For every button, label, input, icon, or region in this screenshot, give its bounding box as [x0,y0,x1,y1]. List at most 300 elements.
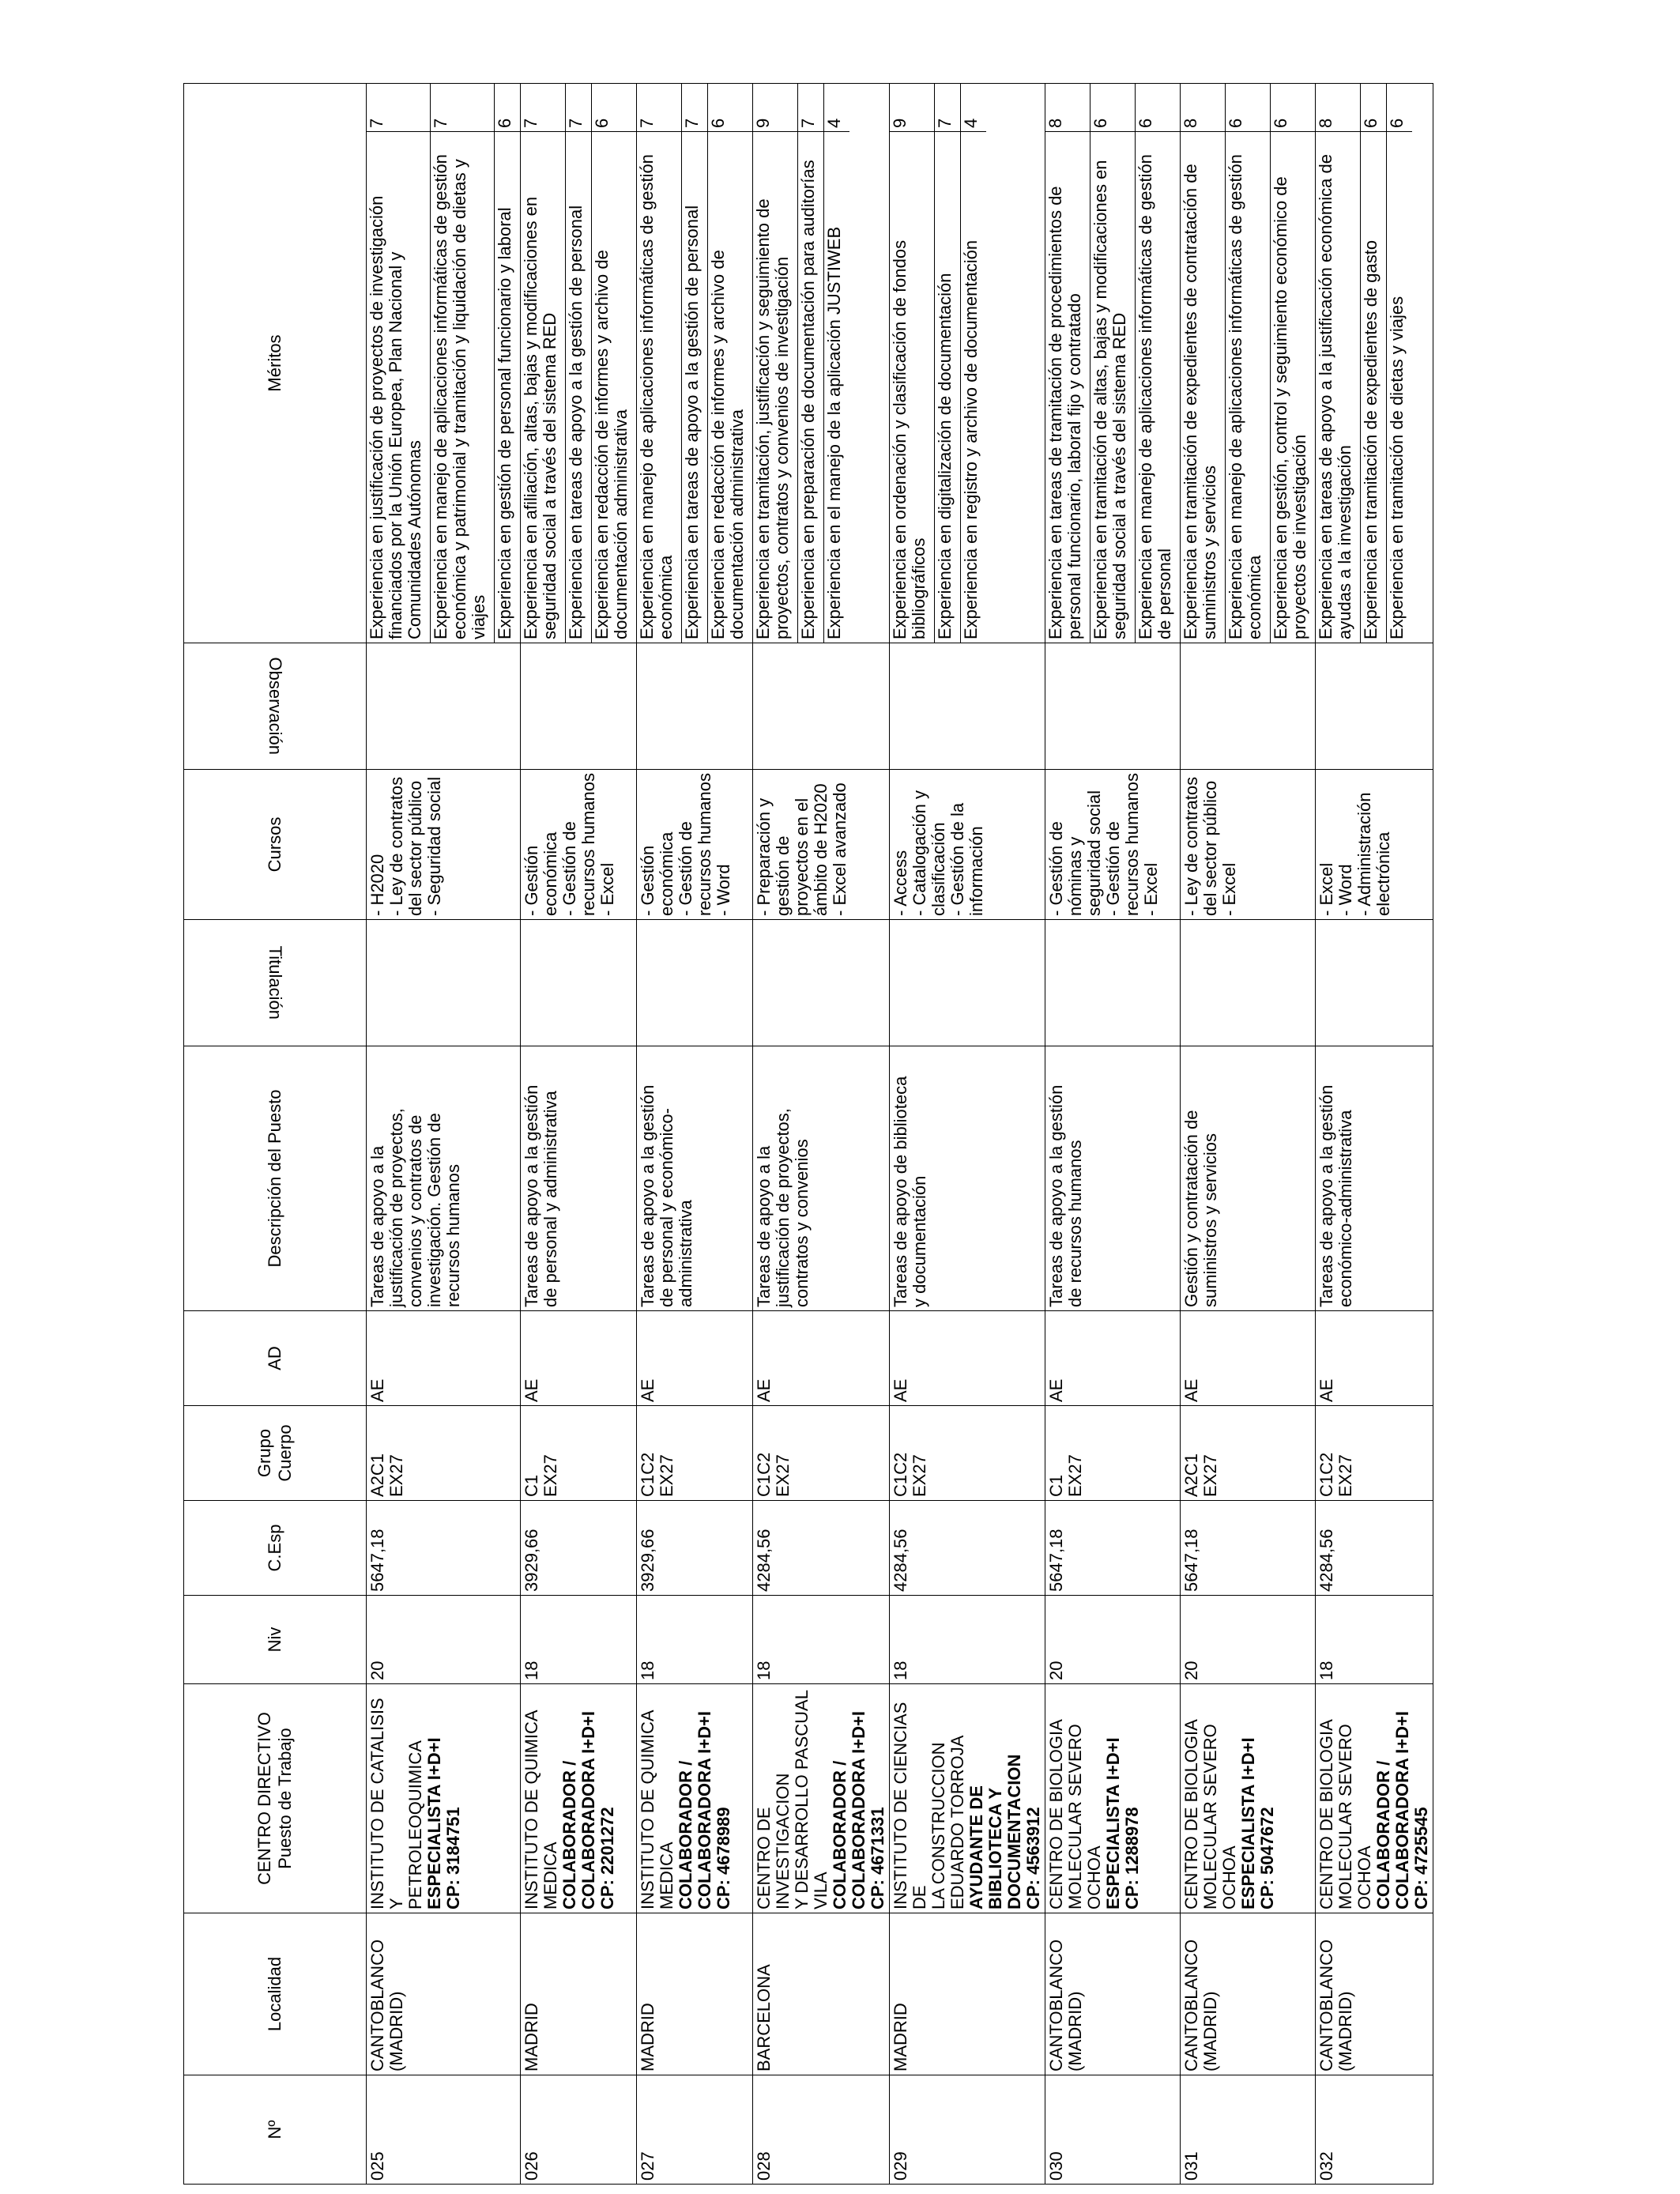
text-line: de personal [1155,548,1174,639]
cell-observacion [1045,643,1181,770]
text-line: Experiencia en preparación de documentación para auditorías [798,160,818,639]
text-line: CENTRO DE INVESTIGACION [754,1773,793,1909]
cell-localidad [1316,1913,1433,2075]
cell-cursos [753,770,890,920]
cell-cesp [367,1501,521,1596]
cell-meritos [1181,84,1316,643]
merito-text [1136,132,1181,643]
ad-value: AE [1181,1378,1201,1402]
merito-points: 9 [753,84,798,132]
merito-text [935,132,961,643]
cell-titulacion [890,920,1045,1046]
cell-descripcion [890,1046,1045,1311]
text-line: seguridad social [1084,790,1104,916]
table-row [1045,84,1181,2185]
cell-titulacion [1181,920,1316,1046]
text-line: electrónica [1373,831,1393,916]
text-line: Experiencia en manejo de aplicaciones informáticas de gestión [1136,154,1155,639]
text-line: seguridad social a través del sistema RED [1109,312,1129,639]
merito-text [1387,132,1413,643]
cp-code: CP: 5047672 [1257,1807,1277,1909]
cell-titulacion [1316,920,1433,1046]
text-line: personal funcionario, laboral fijo y contratado [1064,293,1084,639]
text-line: contratos y convenios [792,1139,812,1307]
text-line: DOCUMENTACION [1004,1754,1024,1909]
text-line: AYUDANTE DE BIBLIOTECA Y [966,1785,1005,1909]
text-line: - Excel [1219,862,1239,916]
cell-centro [637,1684,753,1913]
text-line: INSTITUTO DE QUIMICA [522,1710,541,1909]
cell-localidad [637,1913,753,2075]
text-line: INSTITUTO DE CIENCIAS DE [891,1702,929,1909]
merito-points: 6 [1090,84,1136,132]
text-line: MADRID [522,2003,541,2071]
merito-text [1361,132,1387,643]
text-line: documentación administrativa [727,409,747,639]
cell-observacion [637,643,753,770]
merito-points: 6 [1226,84,1271,132]
merito-item [1361,84,1387,643]
text-line: C1C2 [638,1452,657,1497]
text-line: (MADRID) [1065,1991,1085,2071]
header-cesp: C.Esp [184,1501,367,1596]
table-row [367,84,521,2185]
table-row [1181,84,1316,2185]
text-line: investigación. Gestión de [424,1113,444,1307]
text-line: del sector público [405,780,425,916]
text-line: ayudas a la investigación [1335,445,1354,639]
merito-points: 6 [1271,84,1316,132]
cp-code: CP: 4671331 [868,1807,887,1909]
cell-meritos [1045,84,1181,643]
cesp-value: 4284,56 [1317,1529,1336,1592]
text-line: suministros y servicios [1200,1133,1220,1307]
niv-value: 18 [754,1661,774,1680]
header-row [184,84,367,2185]
cell-grupo [637,1406,753,1501]
cell-grupo [753,1406,890,1501]
merito-item [566,84,592,643]
cesp-value: 4284,56 [754,1529,774,1592]
merito-points: 6 [592,84,637,132]
merito-text [708,132,753,643]
cp-code: CP: 4563912 [1023,1807,1043,1909]
text-line: de personal y administrativa [541,1091,560,1307]
text-line: Tareas de apoyo a la [754,1145,774,1307]
cell-niv [890,1596,1045,1684]
text-line: información [966,826,986,916]
merito-text [637,132,682,643]
text-line: CANTOBLANCO [367,1939,387,2071]
header-cursos: Cursos [184,770,367,920]
text-line: proyectos de investigación [1290,434,1309,639]
cell-descripcion [1316,1046,1433,1311]
merito-text [1045,132,1090,643]
cell-observacion [1316,643,1433,770]
cell-ad [521,1311,637,1406]
cell-cesp [1181,1501,1316,1596]
cell-cursos [367,770,521,920]
text-line: Experiencia en redacción de informes y archivo de [592,250,612,639]
text-line: Tareas de apoyo a la gestión [522,1084,541,1307]
text-line: - Excel [597,862,617,916]
text-line: convenios y contratos de [405,1114,425,1307]
merito-text [521,132,566,643]
text-line: - Gestión de [1103,821,1123,916]
cell-num [890,2075,1045,2185]
table-row [753,84,890,2185]
cell-localidad [1045,1913,1181,2075]
merito-points: 7 [521,84,566,132]
text-line: MOLECULAR SEVERO OCHOA [1065,1724,1104,1909]
cell-num [637,2075,753,2185]
row-number: 026 [522,2151,541,2181]
text-line: Experiencia en tramitación de expedientes de gasto [1361,239,1381,639]
merito-points: 4 [824,84,850,132]
niv-value: 20 [1181,1661,1201,1680]
meritos-list [1045,84,1180,643]
text-line: económica [656,555,676,639]
text-line: Experiencia en tramitación de expedientes de contratación de [1181,164,1200,639]
merito-text [431,132,495,643]
cell-num [1045,2075,1181,2185]
text-line: EX27 [1200,1454,1220,1497]
merito-text [753,132,798,643]
text-line: económica [541,831,560,916]
cell-meritos [890,84,1045,643]
cell-grupo [890,1406,1045,1501]
cell-cursos [1181,770,1316,920]
text-line: C1C2 [754,1452,774,1497]
cell-niv [637,1596,753,1684]
text-line: - Gestión de [1046,821,1066,916]
text-line: - Excel [1141,862,1161,916]
meritos-list [637,84,752,643]
merito-item [431,84,495,643]
cp-code: CP: 1288978 [1122,1807,1142,1909]
merito-text [1271,132,1316,643]
merito-text [592,132,637,643]
text-line: financiados por la Unión Europea, Plan Nacional y [386,251,405,639]
text-line: COLABORADOR / [559,1760,579,1909]
cesp-value: 5647,18 [367,1529,387,1592]
cell-ad [367,1311,521,1406]
text-line: suministros y servicios [1200,465,1219,639]
text-line: COLABORADORA I+D+I [849,1711,868,1909]
text-line: documentación administrativa [611,409,631,639]
merito-item [592,84,637,643]
ad-value: AE [367,1378,387,1402]
cell-ad [1045,1311,1181,1406]
cell-cesp [890,1501,1045,1596]
merito-item [1387,84,1413,643]
cell-meritos [1316,84,1433,643]
merito-item [1226,84,1271,643]
text-line: - Ley de contratos [386,776,406,916]
merito-points: 7 [798,84,824,132]
merito-item [682,84,708,643]
text-line: ámbito de H2020 [811,783,831,916]
cesp-value: 3929,66 [522,1529,541,1592]
text-line: EX27 [910,1454,929,1497]
vacancies-table [183,83,1433,2185]
cell-grupo [1181,1406,1316,1501]
text-line: C1 [522,1474,541,1497]
cell-meritos [521,84,637,643]
text-line: recursos humanos [443,1164,463,1307]
text-line: - Administración [1354,792,1374,916]
text-line: - Gestión de [559,821,579,916]
niv-value: 18 [522,1661,541,1680]
merito-item [824,84,850,643]
text-line: MADRID [891,2003,910,2071]
text-line: ESPECIALISTA I+D+I [1238,1737,1258,1909]
cell-grupo [521,1406,637,1501]
text-line: INSTITUTO DE CATALISIS Y [367,1698,406,1909]
cell-num [753,2075,890,2185]
text-line: CENTRO DE BIOLOGIA [1181,1719,1201,1909]
cell-grupo [1045,1406,1181,1501]
text-line: A2C1 [1181,1453,1201,1497]
cesp-value: 5647,18 [1181,1529,1201,1592]
merito-item [637,84,682,643]
table-row [521,84,637,2185]
meritos-list [1316,84,1412,643]
cell-descripcion [753,1046,890,1311]
text-line: Experiencia en afiliación, altas, bajas y modificaciones en [521,196,541,639]
text-line: Experiencia en registro y archivo de documentación [961,239,981,639]
row-number: 032 [1317,2151,1336,2181]
cp-code: CP: 4725545 [1411,1807,1431,1909]
text-line: del sector público [1200,780,1220,916]
text-line: ESPECIALISTA I+D+I [424,1737,444,1909]
merito-text [824,132,850,643]
text-line: Tareas de apoyo a la [367,1145,387,1307]
text-line: CANTOBLANCO [1046,1939,1066,2071]
text-line: - Gestión de [676,821,695,916]
cell-cesp [1316,1501,1433,1596]
text-line: Experiencia en tareas de apoyo a la gestión de personal [682,205,702,639]
text-line: CENTRO DE BIOLOGIA [1046,1719,1066,1909]
cell-descripcion [1181,1046,1316,1311]
text-line: - Access [891,850,910,916]
merito-item [1090,84,1136,643]
header-grupo: Grupo Cuerpo [184,1406,367,1501]
cell-observacion [1181,643,1316,770]
text-line: Experiencia en digitalización de documentación [935,273,955,639]
cell-ad [753,1311,890,1406]
text-line: A2C1 [367,1453,387,1497]
row-number: 031 [1181,2151,1201,2181]
cesp-value: 4284,56 [891,1529,910,1592]
merito-points: 8 [1316,84,1361,132]
text-line: Experiencia en tareas de apoyo a la gestión de personal [566,205,586,639]
cell-grupo [367,1406,521,1501]
cell-descripcion [367,1046,521,1311]
text-line: Experiencia en tareas de tramitación de procedimientos de [1045,186,1065,639]
ad-value: AE [638,1378,657,1402]
cell-num [1181,2075,1316,2185]
text-line: económica [1245,555,1264,639]
text-line: Experiencia en gestión, control y seguimiento económico de [1271,176,1290,639]
text-line: Experiencia en tramitación de dietas y viajes [1387,296,1407,639]
cesp-value: 5647,18 [1046,1529,1066,1592]
text-line: recursos humanos [1122,773,1142,916]
header-centro: CENTRO DIRECTIVO Puesto de Trabajo [184,1684,367,1913]
table-row [890,84,1045,2185]
cell-meritos [367,84,521,643]
merito-text [566,132,592,643]
text-line: - Seguridad social [424,776,444,916]
text-line: COLABORADORA I+D+I [578,1711,598,1909]
text-line: C1 [1046,1474,1066,1497]
merito-item [1045,84,1090,643]
ad-value: AE [754,1378,774,1402]
text-line: Experiencia en justificación de proyectos de investigación [367,195,386,639]
text-line: MEDICA [541,1842,560,1909]
cell-cesp [521,1501,637,1596]
merito-text [682,132,708,643]
text-line: justificación de proyectos, [773,1108,793,1307]
cell-meritos [753,84,890,643]
text-line: BARCELONA [754,1964,774,2071]
text-line: COLABORADOR / [830,1760,849,1909]
text-line: bibliográficos [909,537,929,639]
table-body [367,84,1433,2185]
cell-ad [1316,1311,1433,1406]
text-line: COLABORADOR / [1373,1760,1393,1909]
text-line: Y DESARROLLO PASCUAL [792,1690,812,1909]
text-line: económico-administrativa [1335,1110,1355,1307]
text-line: Experiencia en el manejo de la aplicación JUSTIWEB [824,226,844,639]
text-line: recursos humanos [695,773,714,916]
text-line: (MADRID) [386,1991,406,2071]
text-line: de recursos humanos [1065,1140,1085,1307]
text-line: Experiencia en tramitación, justificación y seguimiento de [753,198,773,639]
merito-points: 7 [935,84,961,132]
header-localidad: Localidad [184,1913,367,2075]
text-line: de personal y económico- [657,1108,676,1307]
text-line: C1C2 [891,1452,910,1497]
text-line: - Gestión de la [947,802,967,916]
text-line: C1C2 [1317,1452,1336,1497]
text-line: económica [657,831,676,916]
text-line: (MADRID) [1200,1991,1220,2071]
text-line: - H2020 [367,854,387,916]
cell-num [1316,2075,1433,2185]
merito-item [798,84,824,643]
merito-points: 6 [708,84,753,132]
text-line: COLABORADOR / [676,1760,695,1909]
row-number: 027 [638,2151,657,2181]
cell-titulacion [637,920,753,1046]
text-line: MOLECULAR SEVERO OCHOA [1200,1724,1239,1909]
text-line: MOLECULAR SEVERO OCHOA [1335,1724,1374,1909]
merito-points: 7 [682,84,708,132]
merito-points: 7 [367,84,431,132]
text-line: económica y patrimonial y tramitación y liquidación de dietas y [450,159,469,639]
text-line: EX27 [773,1454,793,1497]
merito-item [961,84,987,643]
merito-points: 7 [566,84,592,132]
text-line: MEDICA [657,1842,676,1909]
merito-points: 4 [961,84,987,132]
text-line: - Excel avanzado [830,782,849,916]
cell-localidad [367,1913,521,2075]
text-line: EX27 [386,1454,406,1497]
cell-grupo [1316,1406,1433,1501]
cell-niv [1316,1596,1433,1684]
ad-value: AE [522,1378,541,1402]
merito-text [1090,132,1136,643]
text-line: - Word [1335,864,1355,916]
text-line: Tareas de apoyo de biblioteca [891,1076,910,1307]
row-number: 025 [367,2151,387,2181]
text-line: LA CONSTRUCCION [929,1742,948,1909]
meritos-list [1181,84,1315,643]
cell-niv [753,1596,890,1684]
niv-value: 18 [638,1661,657,1680]
text-line: Experiencia en manejo de aplicaciones informáticas de gestión [1226,154,1245,639]
text-line: (MADRID) [1335,1991,1355,2071]
cell-titulacion [367,920,521,1046]
cp-code: CP: 4678989 [714,1807,733,1909]
merito-item [367,84,431,643]
header-descripcion: Descripción del Puesto [184,1046,367,1311]
cell-centro [1316,1684,1433,1913]
text-line: proyectos, contratos y convenios de investigación [772,256,792,639]
cell-titulacion [521,920,637,1046]
ad-value: AE [1046,1378,1066,1402]
niv-value: 20 [367,1661,387,1680]
text-line: - Preparación y [754,797,774,916]
text-line: Experiencia en manejo de aplicaciones informáticas de gestión [637,154,657,639]
text-line: clasificación [929,822,948,916]
text-line: CENTRO DE BIOLOGIA [1317,1719,1336,1909]
text-line: Experiencia en gestión de personal funcionario y laboral [495,207,514,639]
merito-item [1136,84,1181,643]
merito-text [1226,132,1271,643]
text-line: Tareas de apoyo a la gestión [638,1084,657,1307]
text-line: proyectos en el [792,797,812,916]
cell-cursos [890,770,1045,920]
merito-text [798,132,824,643]
text-line: - Excel [1317,862,1336,916]
cell-cesp [753,1501,890,1596]
cell-cursos [521,770,637,920]
cell-observacion [367,643,521,770]
cell-localidad [1181,1913,1316,2075]
ad-value: AE [1317,1378,1336,1402]
text-line: EX27 [657,1454,676,1497]
cell-centro [753,1684,890,1913]
merito-text [1181,132,1226,643]
merito-item [495,84,521,643]
cell-niv [1045,1596,1181,1684]
cell-observacion [890,643,1045,770]
text-line: Gestión y contratación de [1181,1110,1201,1307]
text-line: gestión de [773,835,793,916]
header-meritos: Méritos [184,84,367,643]
merito-item [935,84,961,643]
text-line: - Catalogación y [910,790,929,916]
cell-centro [1045,1684,1181,1913]
text-line: EDUARDO TORROJA [947,1735,967,1909]
cell-ad [890,1311,1045,1406]
cell-cursos [637,770,753,920]
cp-code: CP: 2201272 [597,1807,617,1909]
text-line: Comunidades Autónomas [405,440,424,639]
